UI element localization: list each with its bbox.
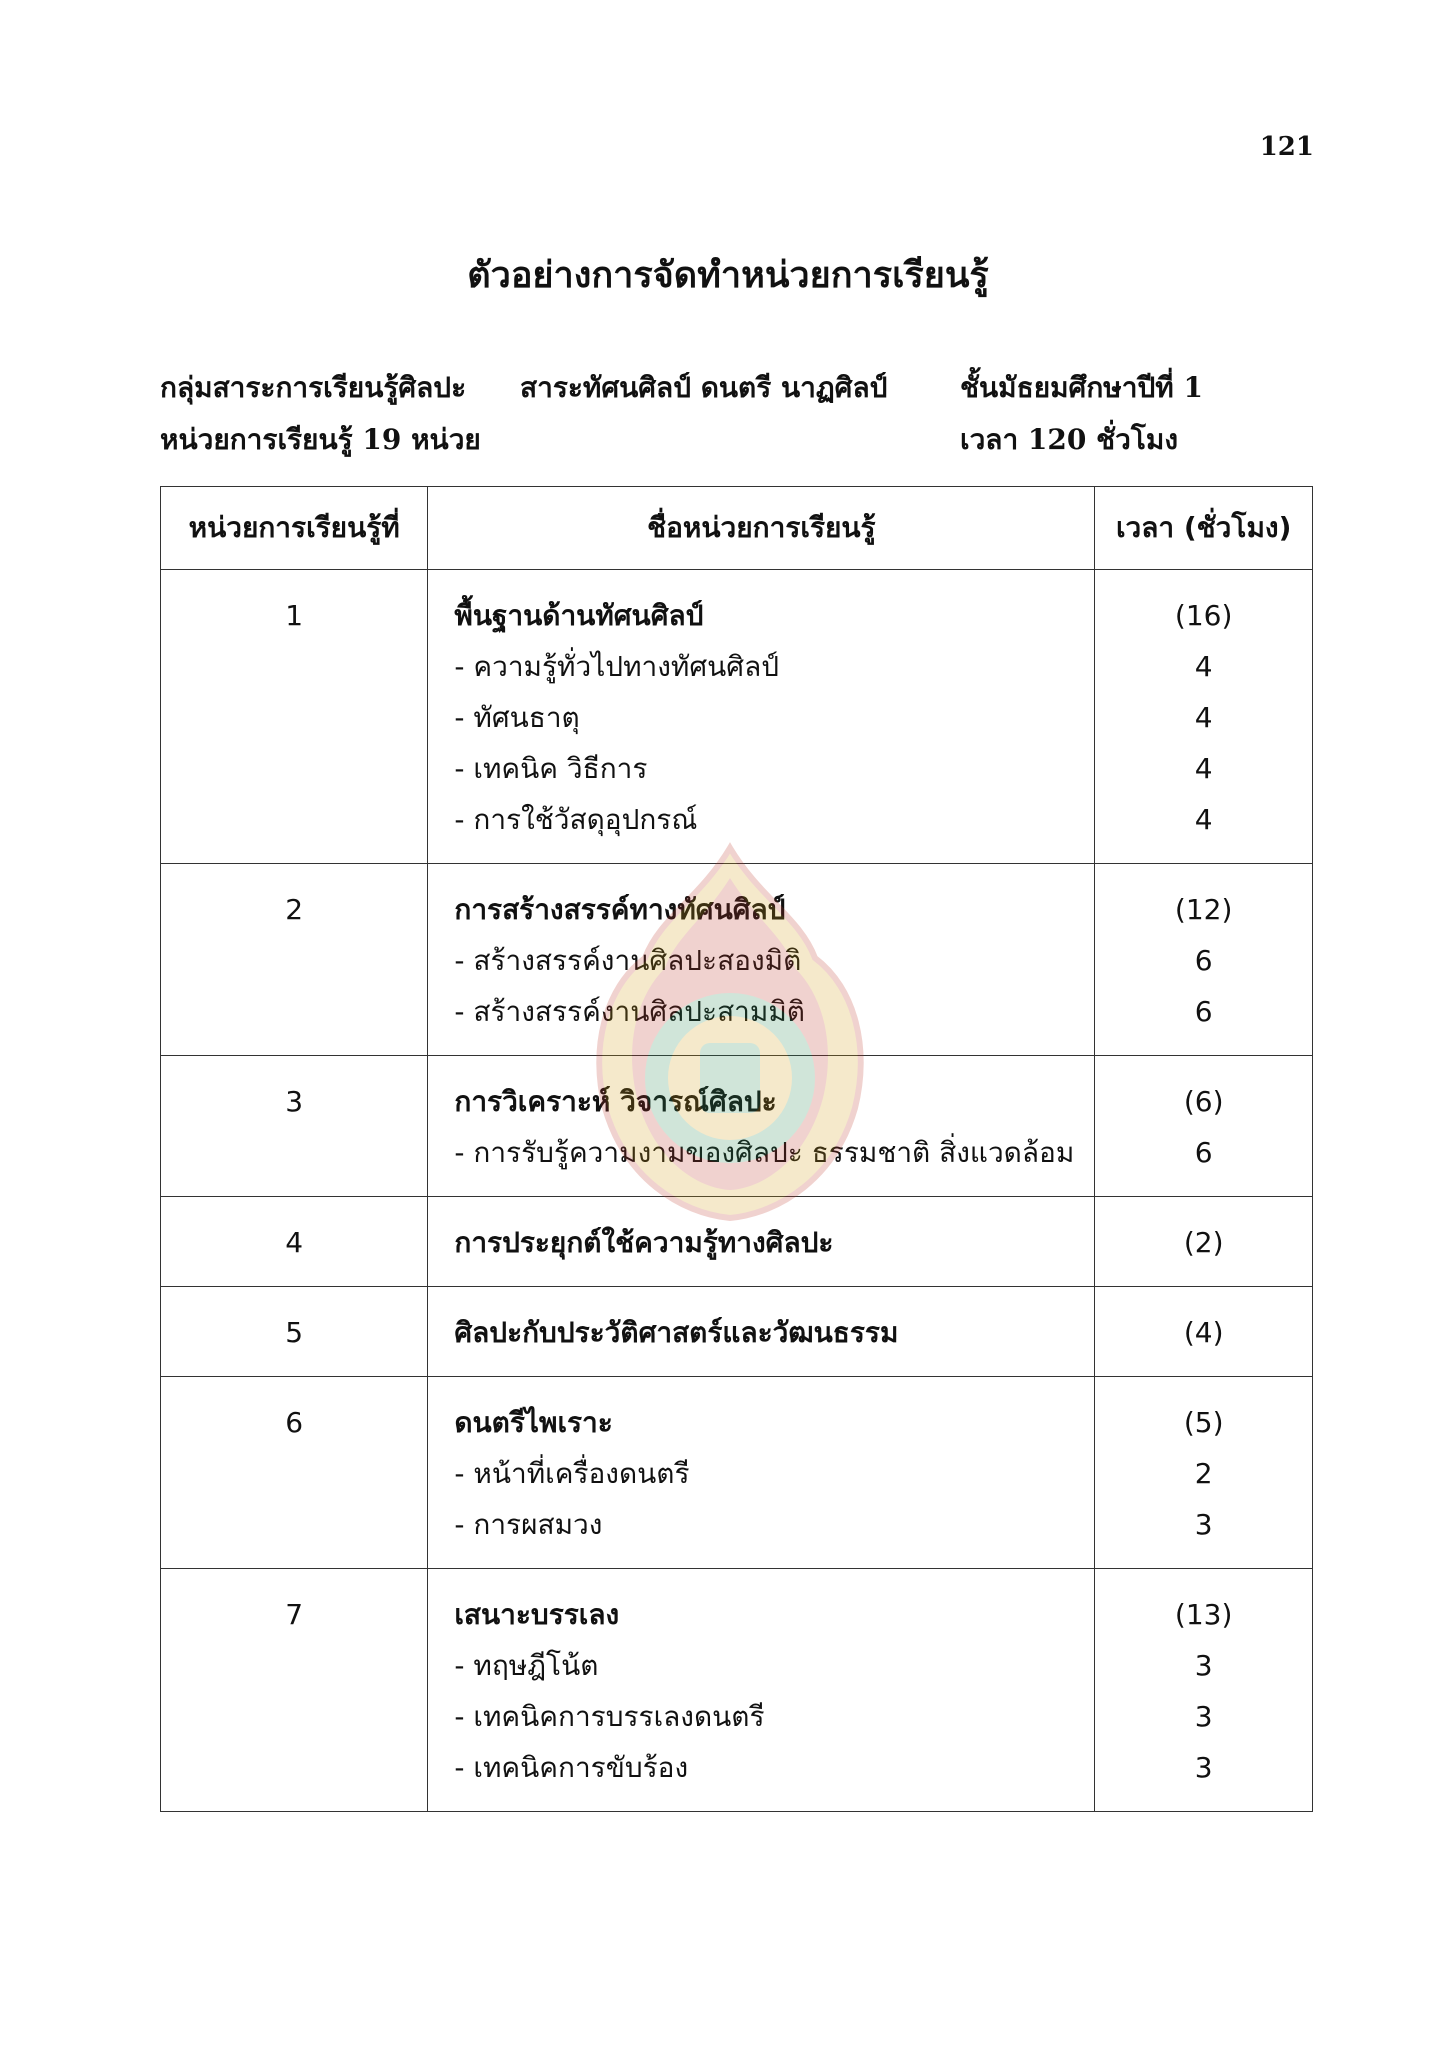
unit-number-cell: [161, 1377, 428, 1569]
header-unit-number: หน่วยการเรียนรู้ที่: [161, 487, 428, 570]
sub-topic-hours: 3: [1194, 1751, 1213, 1784]
unit-number-cell: [161, 570, 428, 864]
unit-name-cell: [428, 570, 1095, 864]
unit-title: การประยุกต์ใช้ความรู้ทางศิลปะ: [454, 1226, 834, 1259]
sub-topic: - สร้างสรรค์งานศิลปะสามมิติ: [454, 986, 1082, 1037]
unit-total-hours: (2): [1183, 1226, 1224, 1259]
sub-topic-hours: 4: [1194, 650, 1213, 683]
unit-name-cell: [428, 1377, 1095, 1569]
unit-number: 1: [285, 599, 304, 632]
document-title: ตัวอย่างการจัดทำหน่วยการเรียนรู้: [467, 254, 989, 296]
unit-number: 4: [285, 1226, 304, 1259]
unit-total-hours: (13): [1174, 1598, 1233, 1631]
unit-number: 6: [285, 1406, 304, 1439]
unit-title: การสร้างสรรค์ทางทัศนศิลป์: [454, 893, 786, 926]
unit-number-cell: [161, 1569, 428, 1812]
units-table: [160, 486, 1313, 1812]
table-row: [161, 1056, 1313, 1197]
unit-hours-cell: [1095, 1377, 1313, 1569]
sub-topic: - ทฤษฎีโน้ต: [454, 1640, 1082, 1691]
sub-topic: - ความรู้ทั่วไปทางทัศนศิลป์: [454, 641, 1082, 692]
unit-title: พื้นฐานด้านทัศนศิลป์: [454, 599, 704, 632]
unit-title: ศิลปะกับประวัติศาสตร์และวัฒนธรรม: [454, 1316, 899, 1349]
sub-topic-hours: 4: [1194, 752, 1213, 785]
table-header-row: [161, 487, 1313, 570]
unit-count: หน่วยการเรียนรู้ 19 หน่วย: [160, 423, 481, 456]
sub-topic: - สร้างสรรค์งานศิลปะสองมิติ: [454, 935, 1082, 986]
unit-title: ดนตรีไพเราะ: [454, 1406, 613, 1439]
unit-number: 5: [285, 1316, 304, 1349]
sub-topic: - การรับรู้ความงามของศิลปะ ธรรมชาติ สิ่งแวดล้อม: [454, 1127, 1082, 1178]
unit-hours-cell: [1095, 570, 1313, 864]
unit-hours-cell: [1095, 1287, 1313, 1377]
total-time: เวลา 120 ชั่วโมง: [960, 423, 1179, 456]
sub-topic: - เทคนิคการขับร้อง: [454, 1742, 1082, 1793]
subject-group: กลุ่มสาระการเรียนรู้ศิลปะ: [160, 371, 467, 404]
strand: สาระทัศนศิลป์ ดนตรี นาฏศิลป์: [520, 371, 888, 404]
unit-hours-cell: [1095, 864, 1313, 1056]
unit-total-hours: (16): [1174, 599, 1233, 632]
unit-total-hours: (4): [1183, 1316, 1224, 1349]
sub-topic-hours: 6: [1194, 995, 1213, 1028]
sub-topic-hours: 4: [1194, 701, 1213, 734]
unit-name-cell: [428, 1569, 1095, 1812]
table-row: [161, 1287, 1313, 1377]
unit-number: 2: [285, 893, 304, 926]
unit-number-cell: [161, 1056, 428, 1197]
sub-topic: - ทัศนธาตุ: [454, 692, 1082, 743]
sub-topic-hours: 3: [1194, 1649, 1213, 1682]
unit-total-hours: (12): [1174, 893, 1233, 926]
table-row: [161, 1569, 1313, 1812]
sub-topic-hours: 4: [1194, 803, 1213, 836]
unit-number-cell: [161, 1287, 428, 1377]
sub-topic-hours: 6: [1194, 944, 1213, 977]
table-row: [161, 1197, 1313, 1287]
sub-topic-hours: 3: [1194, 1700, 1213, 1733]
unit-number: 3: [285, 1085, 304, 1118]
sub-topic-hours: 2: [1194, 1457, 1213, 1490]
unit-number-cell: [161, 1197, 428, 1287]
unit-number-cell: [161, 864, 428, 1056]
unit-title: การวิเคราะห์ วิจารณ์ศิลปะ: [454, 1085, 777, 1118]
sub-topic-hours: 3: [1194, 1508, 1213, 1541]
unit-hours-cell: [1095, 1056, 1313, 1197]
header-unit-name: ชื่อหน่วยการเรียนรู้: [428, 487, 1095, 570]
sub-topic: - เทคนิค วิธีการ: [454, 743, 1082, 794]
table-row: [161, 1377, 1313, 1569]
unit-name-cell: [428, 1197, 1095, 1287]
grade: ชั้นมัธยมศึกษาปีที่ 1: [960, 371, 1203, 404]
unit-hours-cell: [1095, 1569, 1313, 1812]
table-row: [161, 570, 1313, 864]
unit-name-cell: [428, 1287, 1095, 1377]
unit-hours-cell: [1095, 1197, 1313, 1287]
sub-topic-hours: 6: [1194, 1136, 1213, 1169]
sub-topic: - การผสมวง: [454, 1499, 1082, 1550]
header-hours: เวลา (ชั่วโมง): [1095, 487, 1313, 570]
unit-total-hours: (6): [1183, 1085, 1224, 1118]
unit-number: 7: [285, 1598, 304, 1631]
sub-topic: - การใช้วัสดุอุปกรณ์: [454, 794, 1082, 845]
unit-name-cell: [428, 1056, 1095, 1197]
sub-topic: - หน้าที่เครื่องดนตรี: [454, 1448, 1082, 1499]
table-row: [161, 864, 1313, 1056]
page-number: 121: [1259, 132, 1314, 162]
unit-title: เสนาะบรรเลง: [454, 1598, 620, 1631]
unit-total-hours: (5): [1183, 1406, 1224, 1439]
sub-topic: - เทคนิคการบรรเลงดนตรี: [454, 1691, 1082, 1742]
unit-name-cell: [428, 864, 1095, 1056]
